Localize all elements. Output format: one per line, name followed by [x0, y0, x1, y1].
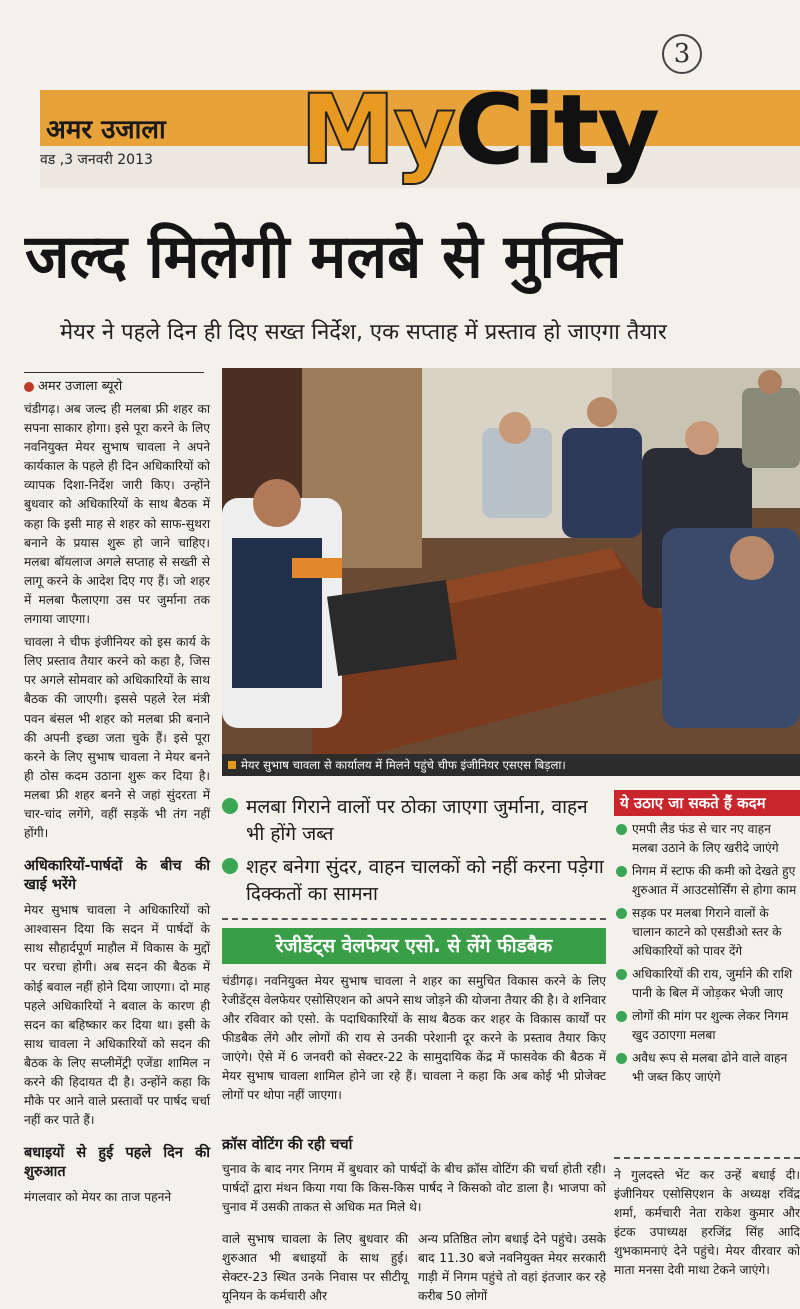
sidebox-item — [614, 1049, 800, 1087]
sidebox-item — [614, 820, 800, 858]
bullet-dot-icon — [616, 969, 627, 980]
highlight-text: मलबा गिराने वालों पर ठोका जाएगा जुर्माना, वाहन भी होंगे जब्त — [246, 796, 588, 845]
photo-caption-text: मेयर सुभाष चावला से कार्यालय में मिलने पहुंचे चीफ इंजीनियर एसएस बिड़ला। — [241, 758, 566, 772]
rwa-paragraph: चंडीगढ़। नवनियुक्त मेयर सुभाष चावला ने शहर का समुचित विकास करने के लिए रेजीडेंट्स वेलफेयर एसोसिएशन को अपने साथ जोड़ने की योजना तैयार की है। वे शनिवार और रविवार को एसो. के पदाधिकारियों के साथ बैठक कर शहर के विकास कार्यों पर फीडबैक लेंगे और लोगों की राय से उनकी परेशानी दूर करने के प्रस्ताव तैयार किए जाएंगे। ऐसे में 6 जनवरी को सेक्टर-22 के सामुदायिक केंद्र में फासवेक की बैठक में मेयर सुभाष चावला शामिल होने जा रहे हैं। चावला ने कहा कि अब कोई भी प्रोजेक्ट लोगों पर थोपा नहीं जाएगा। — [222, 974, 606, 1102]
byline-bullet-icon — [24, 382, 34, 392]
byline — [24, 372, 204, 394]
rwa-banner: रेजीडेंट्स वेलफेयर एसो. से लेंगे फीडबैक — [222, 928, 606, 964]
section-title-my: My — [300, 74, 455, 186]
article-paragraph: मंगलवार को मेयर का ताज पहनने — [24, 1190, 172, 1205]
subheadline: मेयर ने पहले दिन ही दिए सख्त निर्देश, एक सप्ताह में प्रस्ताव हो जाएगा तैयार — [60, 320, 667, 345]
cross-voting-heading: क्रॉस वोटिंग की रही चर्चा — [222, 1137, 353, 1153]
sidebox-item-text: अवैध रूप से मलबा ढोने वाले वाहन भी जब्त किए जाएंगे — [632, 1051, 788, 1084]
continued-text-c: ने गुलदस्ते भेंट कर उन्हें बधाई दी। इंजीनियर एसोसिएशन के अध्यक्ष रविंद्र शर्मा, कर्मचारी नेता राकेश कुमार और इंटक उपाध्यक्ष हरजिंद्र सिंह आदि शुभकामनाएं देने पहुंचे। मेयर वीरवार को माता मनसा देवी माथा टेकने जाएंगे। — [614, 1168, 800, 1277]
bullet-dot-icon — [616, 908, 627, 919]
bullet-dot-icon — [616, 1011, 627, 1022]
sidebox-item — [614, 904, 800, 961]
bullet-dot-icon — [616, 824, 627, 835]
cross-voting-paragraph: चुनाव के बाद नगर निगम में बुधवार को पार्षदों के बीच क्रॉस वोटिंग की चर्चा होती रही। पार्षदों द्वारा मंथन किया गया कि किस-किस पार्षद ने किसको वोट डाला है। भाजपा को चुनाव में उसकी ताकत से अधिक मत मिले थे। — [222, 1162, 606, 1214]
photo-caption — [222, 754, 800, 776]
bullet-dot-icon — [222, 858, 238, 874]
bullet-dot-icon — [616, 866, 627, 877]
article-paragraph: चावला ने चीफ इंजीनियर को इस कार्य के लिए प्रस्ताव तैयार करने को कहा है, जिस पर अगले सोमवार को अधिकारियों के साथ बैठक की जाएगी। इससे पहले रेल मंत्री पवन बंसल भी शहर को मलबा फ्री बनाने की अपनी इच्छा जता चुके हैं। इसे पूरा करने के लिए सुभाष चावला ने मेयर बनने ही ठोस कदम उठाना शुरू कर दिया है। मलबा फ्री शहर बनने से जहां सुंदरता में चार-चांद लगेंगे, वहीं सड़कें भी तंग नहीं होंगी। — [24, 635, 210, 841]
sidebox-heading: ये उठाए जा सकते हैं कदम — [614, 790, 800, 816]
continued-text-a: वाले सुभाष चावला के लिए बुधवार की शुरुआत भी बधाइयों के साथ हुई। सेक्टर-23 स्थित उनके निवास पर सीटीयू यूनियन के कर्मचारी और — [222, 1232, 408, 1303]
sidebox-item-text: निगम में स्टाफ की कमी को देखते हुए शुरुआत में आउटसोर्सिंग से होगा काम — [632, 864, 797, 897]
bullet-dot-icon — [616, 1053, 627, 1064]
meeting-photo-illustration — [222, 368, 800, 754]
highlight-bullet — [222, 854, 606, 908]
headline: जल्द मिलेगी मलबे से मुक्ति — [25, 222, 622, 292]
sidebox-item — [614, 965, 800, 1003]
page-number-mark: 3 — [662, 34, 702, 74]
sidebox-item — [614, 862, 800, 900]
sidebox-item-text: अधिकारियों की राय, जुर्माने की राशि पानी के बिल में जोड़कर भेजी जाए — [632, 967, 793, 1000]
sidebox-item-text: एमपी लैड फंड से चार नए वाहन मलबा उठाने के लिए खरीदे जाएंगे — [632, 822, 779, 855]
highlight-bullets — [222, 794, 606, 914]
byline-text: अमर उजाला ब्यूरो — [38, 379, 123, 394]
meeting-photo — [222, 368, 800, 754]
section-title-city: City — [454, 74, 658, 186]
left-column — [24, 400, 210, 1211]
article-subheading: अधिकारियों-पार्षदों के बीच की खाई भरेंगे — [24, 858, 210, 894]
sidebox-item-text: लोगों की मांग पर शुल्क लेकर निगम खुद उठाएगा मलबा — [632, 1009, 789, 1042]
sidebox-item-text: सड़क पर मलबा गिराने वालों के चालान काटने को एसडीओ स्तर के अधिकारियों को पावर देंगे — [632, 906, 782, 958]
newspaper-brand: अमर उजाला — [46, 115, 166, 145]
sidebox-item — [614, 1007, 800, 1045]
steps-sidebox — [614, 790, 800, 1087]
section-title — [300, 74, 658, 186]
caption-marker-icon — [228, 761, 236, 769]
highlight-bullet — [222, 794, 606, 848]
highlight-text: शहर बनेगा सुंदर, वाहन चालकों को नहीं करना पड़ेगा दिक्कतों का सामना — [246, 856, 604, 905]
continued-text-b: अन्य प्रतिष्ठित लोग बधाई देने पहुंचे। उसके बाद 11.30 बजे नवनियुक्त मेयर सरकारी गाड़ी में निगम पहुंचे तो वहां इंतजार कर रहे करीब 50 लोगों — [418, 1232, 606, 1303]
article-subheading: बधाइयों से हुई पहले दिन की शुरुआत — [24, 1145, 210, 1181]
article-paragraph: चंडीगढ़। अब जल्द ही मलबा फ्री शहर का सपना साकार होगा। इसे पूरा करने के लिए नवनियुक्त मेयर सुभाष चावला ने अपने कार्यकाल के पहले ही दिन अधिकारियों को व्यापक दिशा-निर्देश जारी किए। उन्होंने बुधवार को अधिकारियों के साथ बैठक में कहा कि इसी माह से शहर को साफ-सुथरा बनाने के प्रयास शुरू हो जाने चाहिए। मलबा बॉयलाज अगले सप्ताह से सख्ती से लागू करने के आदेश दिए गए हैं। जो शहर में मलबा फैलाएगा उस पर जुर्माना तक लगाया जाएगा। — [24, 402, 210, 627]
section-divider — [222, 918, 606, 922]
bullet-dot-icon — [222, 798, 238, 814]
article-paragraph: मेयर सुभाष चावला ने अधिकारियों को आश्वासन दिया कि सदन में पार्षदों के साथ सौहार्दपूर्ण माहौल में विकास के मुद्दों पर चरचा होगी। अब सदन की बैठक में कोई बवाल नहीं होने दिया जाएगा। दो माह पहले अधिकारियों ने बवाल के कारण ही सदन का बहिष्कार कर दिया था। इसी के साथ चावला ने अधिकारियों को सदन की बैठक के लिए सप्लीमेंट्री एजेंडा शामिल न करने की हिदायत दी है। उन्होंने कहा कि मौके पर आने वाले प्रस्तावों पर पार्षद चर्चा नहीं कर पाते हैं। — [24, 903, 210, 1128]
section-divider — [614, 1157, 800, 1159]
edition-date: वड ,3 जनवरी 2013 — [40, 152, 153, 168]
